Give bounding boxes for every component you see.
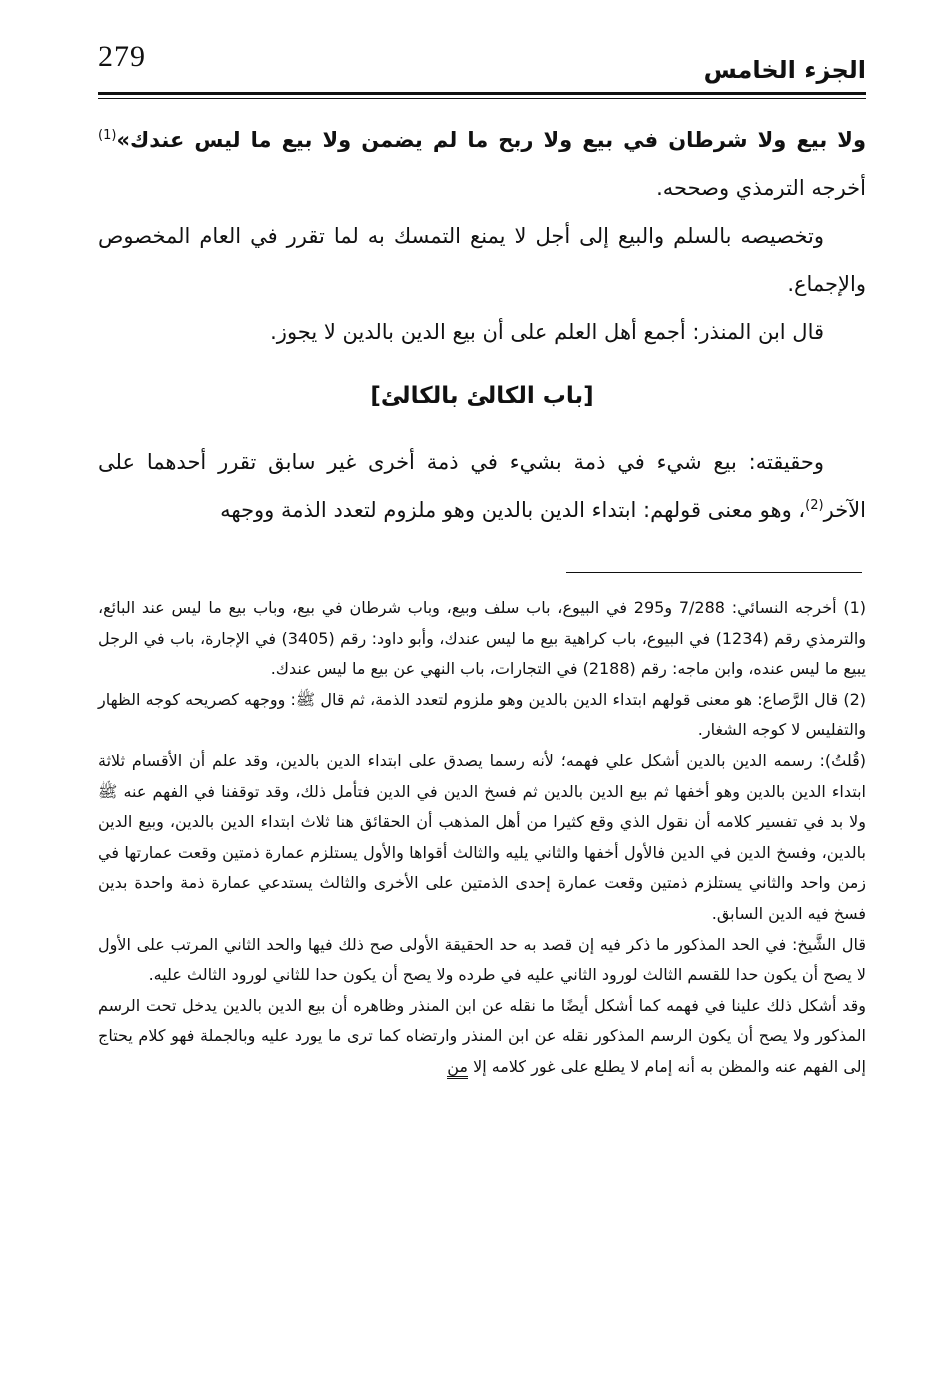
paragraph-hadith-rest: أخرجه الترمذي وصححه. — [656, 176, 866, 200]
paragraph-hadith — [98, 116, 866, 212]
footnote-separator — [566, 572, 862, 573]
footnote-shaykh: قال الشَّيخ: في الحد المذكور ما ذكر فيه إن قصد به حد الحقيقة الأولى صح ذلك فيها والحد الثاني المرتب على الأول لا يصح أن يكون حدا للقسم الثالث لورود الثاني عليه في طرده ولا يصح أن يكون حدا للثاني لورود الثالث عليه. — [98, 934, 866, 985]
paragraph-ibn-almundhir: قال ابن المنذر: أجمع أهل العلم على أن بيع الدين بالدين لا يجوز. — [270, 320, 824, 344]
section-heading: [باب الكالئ بالكالئ] — [370, 383, 594, 409]
footnotes — [98, 593, 866, 1083]
footnote-qultu: (قُلتُ): رسمه الدين بالدين أشكل علي فهمه؛ لأنه رسما يصدق على ابتداء الدين بالدين، وقد علم أن الأقسام ثلاثة ابتداء الدين بالدين وهو أخفها ثم بيع الدين بالدين ثم فسخ الدين في الدين فتأمل ذلك، وقد توقفنا في الفهم عنه ﷺ ولا بد في تفسير كلامه أن نقول الذي وقع كثيرا من أهل المذهب أن الحقائق هنا ثلاث ابتداء الدين بالدين، وبيع الدين بالدين، وفسخ الدين في الدين فالأول أخفها والثاني يليه والثالث أقواها والأول يستلزم عمارة ذمتين وقعت عمارتها في زمن واحد والثاني يستلزم ذمتين وقعت عمارة إحدى الذمتين على الأخرى والثالث يستدعي عمارة ذمة واحدة بدين فسخ فيه الدين السابق. — [98, 750, 866, 923]
paragraph-definition — [98, 438, 866, 534]
footnote-ref-2[interactable]: (2) — [805, 498, 824, 513]
catchword: من — [447, 1057, 468, 1079]
running-title: الجزء الخامس — [703, 56, 866, 84]
footnote-continued-text: وقد أشكل ذلك علينا في فهمه كما أشكل أيضًا ما نقله عن ابن المنذر وظاهره أن بيع الدين بالدين يدخل تحت الرسم المذكور ولا يصح أن يكون الرسم المذكور نقله عن ابن المنذر وارتضاه كما ترى ما يورد عليه وبالجملة فهو كلام يحتاج إلى الفهم عنه والمظن به أنه إمام لا يطلع على غور كلامه إلا — [98, 995, 866, 1076]
footnote-1: (1) أخرجه النسائي: 7/288 و295 في البيوع، باب سلف وبيع، وباب شرطان في بيع، وباب بيع ما ليس عند البائع، والترمذي رقم (1234) في البيوع، باب كراهية بيع ما ليس عندك، وأبو داود: رقم (3405) في الإجارة، باب في الرجل يبيع ما ليس عنده، وابن ماجه: رقم (2188) في التجارات، باب النهي عن بيع ما ليس عندك. — [98, 598, 867, 679]
definition-text-b: ، وهو معنى قولهم: ابتداء الدين بالدين وهو ملزوم لتعدد الذمة ووجهه — [220, 498, 806, 522]
hadith-quote: ولا بيع ولا شرطان في بيع ولا ربح ما لم يضمن ولا بيع ما ليس عندك» — [116, 128, 866, 152]
page-header — [98, 38, 866, 94]
page-number: 279 — [98, 40, 146, 73]
paragraph-specification: وتخصيصه بالسلم والبيع إلى أجل لا يمنع التمسك به لما تقرر في العام المخصوص والإجماع. — [98, 224, 866, 296]
footnote-continued — [98, 991, 866, 1083]
main-text — [98, 116, 866, 534]
definition-text-a: وحقيقته: بيع شيء في ذمة بشيء في ذمة أخرى غير سابق تقرر أحدهما على الآخر — [98, 450, 866, 522]
header-rule-thin — [98, 98, 866, 99]
footnote-ref-1[interactable]: (1) — [98, 128, 117, 143]
footnote-2: (2) قال الرَّصاع: هو معنى قولهم ابتداء الدين بالدين وهو ملزوم لتعدد الذمة، ثم قال ﷺ: ووجهه كصريحه كوجه الظهار والتفليس لا كوجه الشغار. — [98, 689, 866, 740]
header-rule-thick — [98, 92, 866, 95]
